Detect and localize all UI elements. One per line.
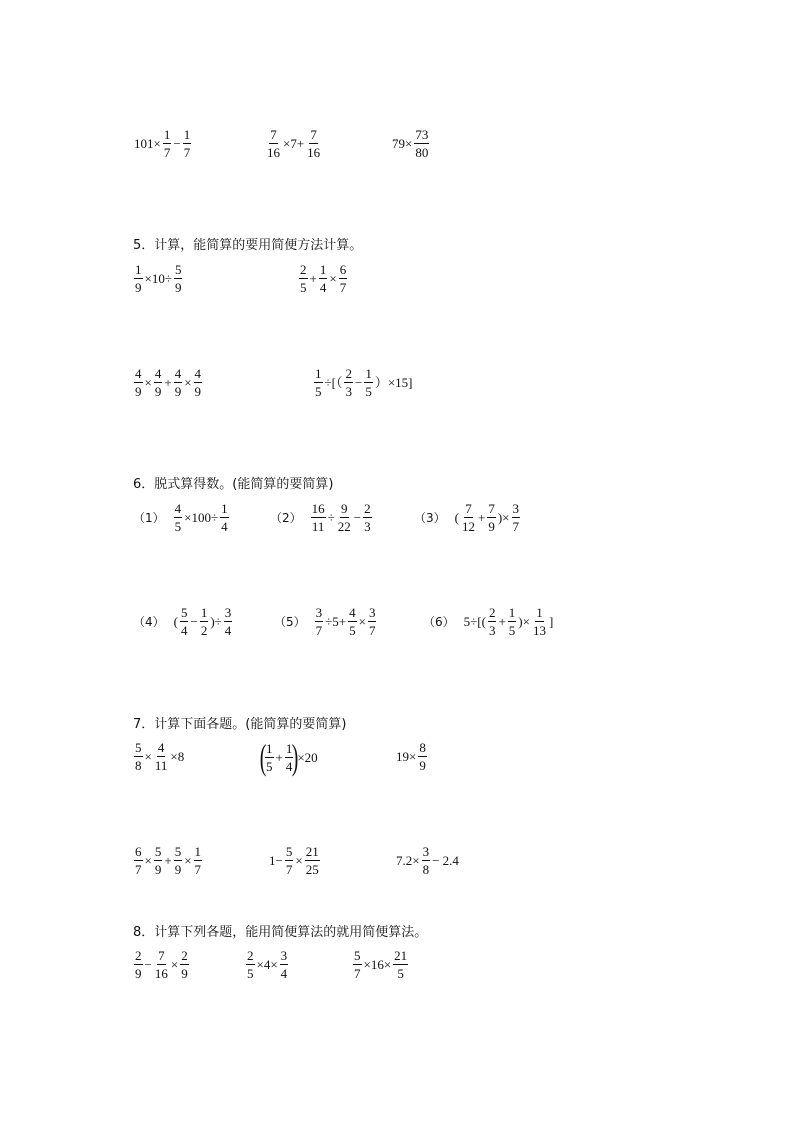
numerator: 8 [419,740,426,755]
operator-text: ( [454,510,459,525]
fraction [154,367,163,398]
operator-text: + [275,749,283,765]
fraction [393,949,408,980]
fraction [224,606,233,637]
operator-text: − [353,510,362,525]
denominator: 4 [280,966,288,981]
fraction [339,263,348,294]
fraction [154,741,169,772]
denominator: 11 [311,519,325,534]
operator-text: ×20 [297,749,318,765]
section-heading-7: 7．计算下面各题。(能简算的要简算) [133,717,347,732]
operator-text: 79× [392,136,413,151]
expression [395,741,428,772]
fraction [461,502,476,533]
operator-text: 7.2× [396,853,420,868]
denominator: 9 [135,280,142,295]
expression [274,606,377,637]
denominator: 9 [174,280,182,295]
operator-text: )× [518,614,530,629]
operator-text: × [358,614,366,629]
numerator: 4 [194,366,202,381]
operator-text: )÷ [210,614,222,629]
operator-text: × [184,375,192,390]
expression [268,845,321,876]
fraction [285,845,294,876]
fraction [363,502,372,533]
fraction [344,367,353,398]
expression [133,128,192,159]
denominator: 4 [319,280,327,295]
denominator: 5 [300,280,307,295]
denominator: 4 [180,623,188,638]
operator-text: )× [497,510,510,525]
denominator: 13 [532,623,546,638]
denominator: 7 [512,519,519,534]
fraction [134,741,143,772]
fraction [134,263,143,294]
fraction [508,606,517,637]
fraction [306,128,321,159]
operator-text: × [329,271,337,286]
problem-number: （4） [133,614,165,629]
numerator: 1 [508,605,516,620]
expression [133,949,190,980]
denominator: 22 [337,519,351,534]
operator-text: 19× [396,749,417,764]
denominator: 4 [285,758,293,774]
denominator: 4 [224,623,232,638]
operator-text: ] [548,614,554,629]
fraction [266,128,281,159]
numerator: 1 [266,740,273,756]
denominator: 5 [174,519,182,534]
numerator: 4 [135,366,142,381]
fraction [200,606,209,637]
fraction [299,263,308,294]
fraction [414,128,429,159]
denominator: 9 [135,966,142,981]
operator-text: × [184,853,192,868]
operator-text: ÷5+ [325,614,347,629]
operator-text: × [144,749,152,764]
section-heading-8: 8．计算下列各题，能用简便算法的就用简便算法。 [133,925,428,940]
denominator: 8 [422,862,430,877]
fraction [183,128,192,159]
fraction [174,263,183,294]
numerator: 5 [180,605,188,620]
numerator: 1 [319,262,327,277]
numerator: 4 [174,366,182,381]
denominator: 8 [135,758,142,773]
fraction [315,606,324,637]
fraction [353,949,362,980]
problem-number: （3） [414,510,446,525]
fraction [174,367,183,398]
numerator: 1 [536,605,543,620]
fraction [134,845,143,876]
denominator: 5 [508,623,516,638]
numerator: 4 [154,366,162,381]
expression [259,737,319,777]
operator-text: 1− [269,853,283,868]
fraction [194,367,203,398]
denominator: 7 [339,280,347,295]
numerator: 73 [415,127,429,142]
numerator: 2 [247,948,254,963]
operator-text: ( [173,614,178,629]
numerator: 2 [345,366,352,381]
denominator: 16 [154,966,168,981]
denominator: 80 [415,145,429,160]
fraction [180,606,189,637]
fraction [280,949,289,980]
operator-text: 101× [134,136,161,151]
denominator: 7 [368,623,376,638]
expression [423,606,554,637]
denominator: 5 [397,966,404,981]
operator-text: × [295,853,303,868]
problem-number: （1） [133,510,165,525]
expression [133,367,203,398]
fraction [311,502,326,533]
problem-number: （6） [423,614,455,629]
denominator: 9 [135,384,142,399]
numerator: 3 [368,605,376,620]
denominator: 4 [221,519,228,534]
fraction [487,502,496,533]
expression [395,845,460,876]
expression [245,949,289,980]
numerator: 3 [315,605,323,620]
denominator: 9 [419,758,426,773]
denominator: 16 [307,145,321,160]
operator-text: + [477,510,486,525]
denominator: 5 [315,384,322,399]
numerator: 16 [311,501,325,516]
large-parenthesis: ) [292,737,299,777]
denominator: 7 [163,145,171,160]
denominator: 7 [183,145,191,160]
numerator: 1 [183,127,191,142]
operator-text: × [170,957,179,972]
section-heading-6: 6．脱式算得数。(能简算的要简算) [133,477,334,492]
numerator: 2 [488,605,496,620]
operator-text: ×8 [170,749,185,764]
fraction [364,367,373,398]
denominator: 16 [267,145,280,160]
expression [133,263,183,294]
numerator: 7 [310,127,317,142]
numerator: 7 [488,501,495,516]
large-parenthesis: ( [259,737,267,777]
numerator: 1 [365,366,372,381]
operator-text: ÷ [327,510,335,525]
denominator: 3 [345,384,352,399]
fraction [348,606,357,637]
operator-text: + [164,375,172,390]
numerator: 2 [181,948,188,963]
denominator: 9 [154,384,162,399]
expression [133,606,233,637]
fraction [488,606,497,637]
fraction [422,845,431,876]
fraction [154,949,169,980]
fraction [319,263,328,294]
expression [133,845,203,876]
denominator: 7 [315,623,323,638]
expression [133,502,230,533]
problem-number: （5） [274,614,306,629]
problem-number: （2） [270,510,302,525]
numerator: 5 [154,844,162,859]
operator-text: 5÷[( [463,614,486,629]
numerator: 5 [354,948,361,963]
numerator: 7 [270,127,277,142]
operator-text: ×4× [256,957,278,972]
numerator: 2 [135,948,142,963]
numerator: 5 [174,262,182,277]
fraction [134,367,143,398]
numerator: 2 [364,501,371,516]
fraction [337,502,352,533]
expression [313,367,413,398]
operator-text: × [144,375,152,390]
numerator: 1 [135,262,142,277]
numerator: 9 [341,501,348,516]
denominator: 5 [365,384,372,399]
numerator: 2 [300,262,307,277]
numerator: 3 [422,844,430,859]
fraction [532,606,547,637]
expression [352,949,409,980]
fraction [154,845,163,876]
denominator: 7 [354,966,361,981]
denominator: 7 [285,862,293,877]
expression [414,502,521,533]
fraction [220,502,229,533]
operator-text: − [173,136,181,151]
fraction [174,845,183,876]
numerator: 3 [224,605,232,620]
denominator: 9 [488,519,495,534]
operator-text: ）×15] [374,375,413,390]
fraction [368,606,377,637]
numerator: 4 [174,501,182,516]
denominator: 7 [135,862,142,877]
numerator: 7 [465,501,472,516]
operator-text: + [164,853,172,868]
numerator: 5 [135,740,142,755]
numerator: 3 [280,948,288,963]
denominator: 9 [174,862,182,877]
denominator: 5 [266,758,273,774]
fraction [134,949,143,980]
operator-text: − [354,375,363,390]
numerator: 7 [158,948,165,963]
denominator: 9 [154,862,162,877]
fraction [194,845,203,876]
expression [133,741,185,772]
operator-text: − 2.4 [432,853,459,868]
expression [298,263,348,294]
fraction [512,502,521,533]
operator-text: − [190,614,198,629]
numerator: 5 [285,844,293,859]
numerator: 21 [394,948,408,963]
operator-text: + [498,614,506,629]
fraction [180,949,189,980]
fraction [314,367,323,398]
denominator: 12 [461,519,475,534]
numerator: 1 [221,501,228,516]
numerator: 1 [285,740,293,756]
denominator: 11 [154,758,168,773]
numerator: 1 [315,366,322,381]
numerator: 1 [163,127,171,142]
fraction [174,502,183,533]
denominator: 3 [488,623,496,638]
operator-text: ×16× [363,957,392,972]
denominator: 7 [194,862,202,877]
operator-text: − [144,957,152,972]
section-heading-5: 5．计算，能简算的要用简便方法计算。 [133,238,363,253]
denominator: 3 [364,519,371,534]
fraction [246,949,255,980]
numerator: 3 [512,501,519,516]
fraction [418,741,427,772]
numerator: 5 [174,844,182,859]
fraction [163,128,172,159]
expression [270,502,373,533]
denominator: 5 [349,623,356,638]
numerator: 4 [349,605,356,620]
operator-text: ×100÷ [184,510,219,525]
fraction [305,845,320,876]
denominator: 5 [247,966,254,981]
denominator: 9 [194,384,202,399]
denominator: 2 [200,623,208,638]
denominator: 25 [305,862,319,877]
operator-text: + [309,271,317,286]
operator-text: ×7+ [283,136,305,151]
operator-text: ×10÷ [144,271,172,286]
numerator: 1 [194,844,202,859]
numerator: 6 [339,262,347,277]
numerator: 21 [305,844,319,859]
operator-text: × [144,853,152,868]
operator-text: ÷[（ [324,375,343,390]
denominator: 9 [181,966,188,981]
numerator: 1 [200,605,208,620]
expression [265,128,322,159]
denominator: 9 [174,384,182,399]
numerator: 6 [135,844,142,859]
expression [391,128,430,159]
numerator: 4 [157,740,165,755]
